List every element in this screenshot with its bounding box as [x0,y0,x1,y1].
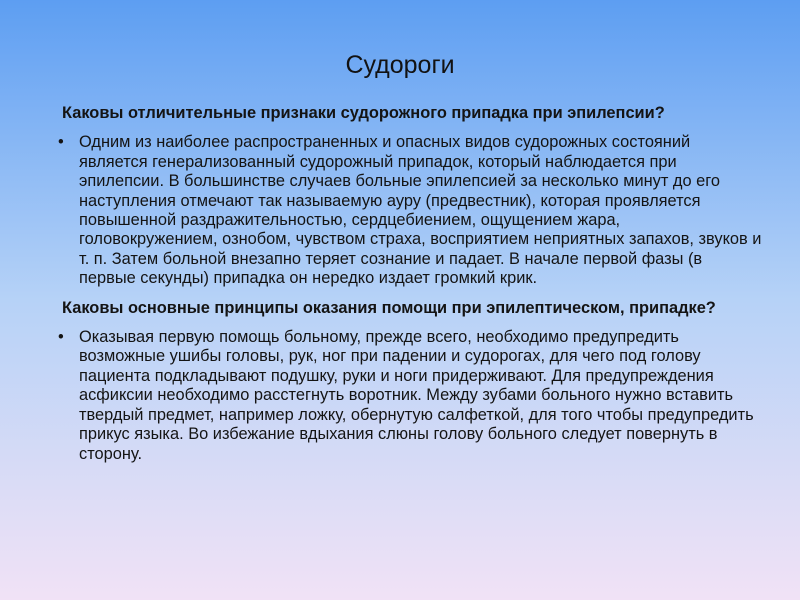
answer-2-bullet [58,328,762,464]
bullet-icon: • [58,133,64,152]
bullet-icon: • [58,328,64,347]
question-1: Каковы отличительные признаки судорожного припадка при эпилепсии? [62,104,665,122]
slide-content [58,104,762,474]
slide-title: Судороги [345,50,455,79]
answer-1-bullet [58,133,762,288]
answer-1-text: Одним из наиболее распространенных и опасных видов судорожных состояний является генерализованный судорожный припадок, который наблюдается при эпилепсии. В большинстве случаев больные эпилепсией за несколько минут до его наступления отмечают так называемую ауру (предвестник), которая проявляется повышенной раздражительностью, сердцебиением, ощущением жара, головокружением, ознобом, чувством страха, восприятием неприятных запахов, звуков и т. п. Затем больной внезапно теряет сознание и падает. В начале первой фазы (в первые секунды) припадка он нередко издает громкий крик. [79,133,762,288]
answer-2-text: Оказывая первую помощь больному, прежде всего, необходимо предупредить возможные ушибы головы, рук, ног при падении и судорогах, для чего под голову пациента подкладывают подушку, руки и ноги придерживают. Для предупреждения асфиксии необходимо расстегнуть воротник. Между зубами больного нужно вставить твердый предмет, например ложку, обернутую салфеткой, для того чтобы предупредить прикус языка. Во избежание вдыхания слюны голову больного следует повернуть в сторону. [79,328,754,463]
question-2: Каковы основные принципы оказания помощи при эпилептическом, припадке? [62,298,716,317]
